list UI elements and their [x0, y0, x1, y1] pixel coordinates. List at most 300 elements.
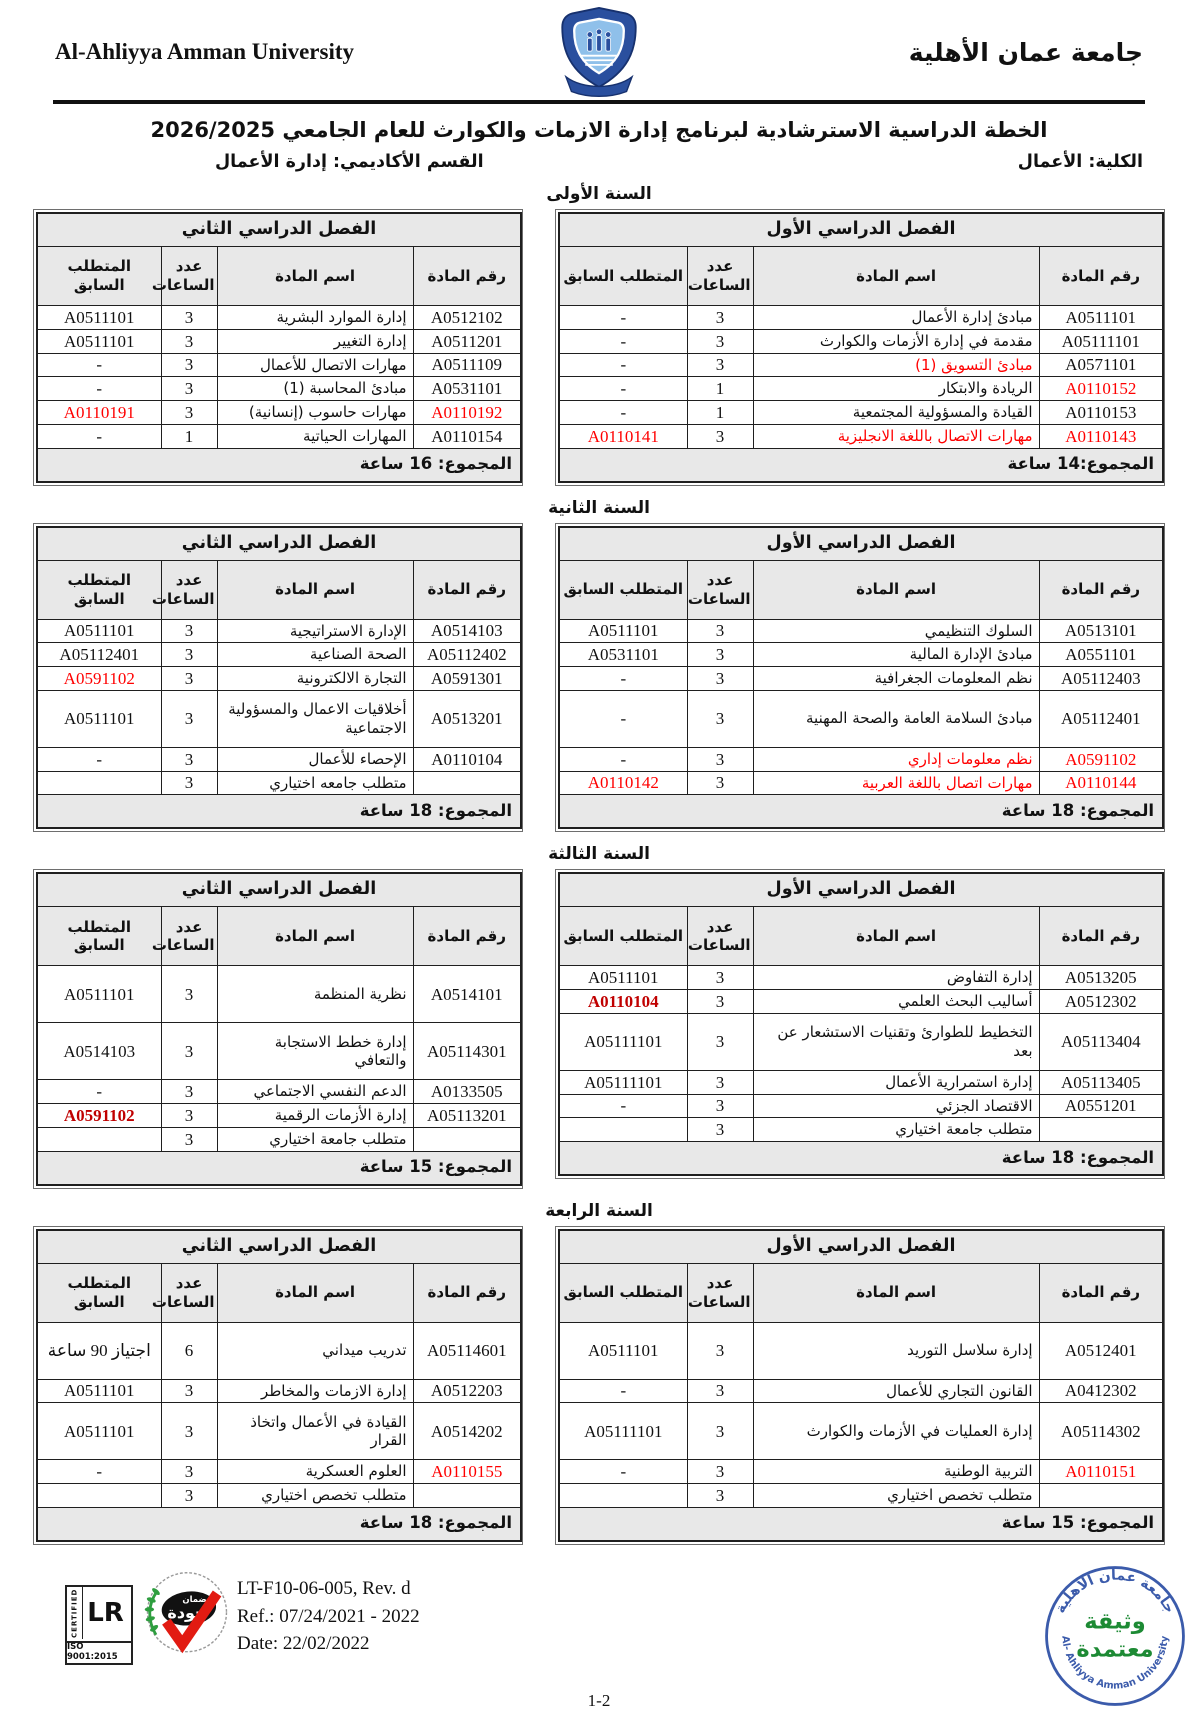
stamp-top-arc: جامعة عمان الأهلية [1052, 1567, 1178, 1617]
prereq-cell: A0514103 [37, 1023, 161, 1080]
header-divider [53, 100, 1145, 104]
col-header-code: رقم المادة [413, 247, 521, 306]
course-row [559, 1118, 1163, 1142]
hours-cell: 3 [687, 643, 753, 667]
prereq-cell: A0511101 [37, 619, 161, 643]
course-name-cell: الإحصاء للأعمال [217, 747, 413, 771]
doc-ref-line: Ref.: 07/24/2021 - 2022 [237, 1605, 420, 1627]
course-row [559, 966, 1163, 990]
semester-table-first [555, 1226, 1165, 1545]
quality-word-top: ضمان [182, 1593, 207, 1604]
hours-cell: 3 [161, 1379, 217, 1403]
course-code-cell: A0511201 [413, 329, 521, 353]
col-header-prereq: المتطلب السابق [559, 907, 687, 966]
course-name-cell: متطلب جامعه اختياري [217, 771, 413, 795]
prereq-cell: A05111101 [559, 1403, 687, 1460]
iso-standard-label: ISO 9001:2015 [67, 1641, 131, 1661]
course-name-cell: إدارة التغيير [217, 329, 413, 353]
col-header-name: اسم المادة [753, 907, 1039, 966]
hours-cell: 3 [687, 747, 753, 771]
semester-total: المجموع: 18 ساعة [37, 1507, 521, 1541]
course-name-cell: إدارة استمرارية الأعمال [753, 1070, 1039, 1094]
hours-cell: 3 [687, 306, 753, 330]
course-name-cell: متطلب جامعة اختياري [753, 1118, 1039, 1142]
hours-cell: 3 [687, 966, 753, 990]
col-header-prereq: المتطلب السابق [559, 560, 687, 619]
col-header-hours: عدد الساعات [161, 1263, 217, 1322]
semester-table-first [555, 869, 1165, 1179]
prereq-cell: - [37, 747, 161, 771]
semester-table-second [33, 209, 523, 486]
iso-certification-mark [65, 1585, 133, 1665]
course-name-cell: مهارات حاسوب (إنسانية) [217, 401, 413, 425]
hours-cell: 3 [687, 424, 753, 448]
hours-cell: 3 [687, 771, 753, 795]
course-row [559, 1460, 1163, 1484]
course-code-cell: A0511109 [413, 353, 521, 377]
hours-cell: 3 [161, 377, 217, 401]
col-header-code: رقم المادة [413, 560, 521, 619]
university-name-en: Al-Ahliyya Amman University [55, 39, 354, 64]
course-code-cell: A05112402 [413, 643, 521, 667]
col-header-code: رقم المادة [413, 907, 521, 966]
course-name-cell: إدارة العمليات في الأزمات والكوارث [753, 1403, 1039, 1460]
col-header-hours: عدد الساعات [161, 907, 217, 966]
course-name-cell: مقدمة في إدارة الأزمات والكوارث [753, 329, 1039, 353]
course-name-cell: إدارة الموارد البشرية [217, 306, 413, 330]
course-code-cell: A0514101 [413, 966, 521, 1023]
hours-cell: 3 [161, 1460, 217, 1484]
iso-certified-label: CERTIFIED [70, 1588, 79, 1638]
prereq-cell [37, 1127, 161, 1151]
course-name-cell: نظرية المنظمة [217, 966, 413, 1023]
course-code-cell: A0110153 [1039, 401, 1163, 425]
course-code-cell [413, 771, 521, 795]
hours-cell: 3 [687, 353, 753, 377]
hours-cell: 3 [687, 619, 753, 643]
course-code-cell: A0511101 [1039, 306, 1163, 330]
course-row [37, 329, 521, 353]
col-header-hours: عدد الساعات [687, 1263, 753, 1322]
prereq-cell: A05111101 [559, 1070, 687, 1094]
hours-cell: 3 [161, 353, 217, 377]
col-header-prereq: المتطلب السابق [37, 907, 161, 966]
semester-total: المجموع: 18 ساعة [37, 795, 521, 829]
prereq-cell: A05111101 [559, 1013, 687, 1070]
course-row [559, 747, 1163, 771]
doc-info [237, 1575, 420, 1658]
doc-ref-line: Date: 22/02/2022 [237, 1633, 370, 1655]
course-code-cell: A0110192 [413, 401, 521, 425]
course-row [37, 1023, 521, 1080]
course-name-cell: الدعم النفسي الاجتماعي [217, 1080, 413, 1104]
course-code-cell: A0512401 [1039, 1322, 1163, 1379]
course-code-cell: A05112401 [1039, 690, 1163, 747]
course-name-cell: مبادئ التسويق (1) [753, 353, 1039, 377]
course-row [559, 401, 1163, 425]
col-header-prereq: المتطلب السابق [559, 247, 687, 306]
hours-cell: 3 [161, 643, 217, 667]
hours-cell: 3 [161, 1403, 217, 1460]
course-name-cell: تدريب ميداني [217, 1322, 413, 1379]
prereq-cell: - [559, 377, 687, 401]
col-header-name: اسم المادة [217, 560, 413, 619]
college-label: الكلية: الأعمال [1017, 152, 1143, 172]
course-name-cell: الريادة والابتكار [753, 377, 1039, 401]
tables-row [0, 869, 1198, 1188]
course-name-cell: الاقتصاد الجزئي [753, 1094, 1039, 1118]
prereq-cell: A05112401 [37, 643, 161, 667]
prereq-cell [37, 1484, 161, 1508]
course-row [559, 690, 1163, 747]
prereq-cell: A0511101 [37, 306, 161, 330]
course-name-cell: الصحة الصناعية [217, 643, 413, 667]
tables-row [0, 1226, 1198, 1545]
course-code-cell: A0133505 [413, 1080, 521, 1104]
hours-cell: 3 [687, 1484, 753, 1508]
course-code-cell: A0110151 [1039, 1460, 1163, 1484]
semester-title: الفصل الدراسي الثاني [37, 873, 521, 907]
semester-total: المجموع: 15 ساعة [559, 1507, 1163, 1541]
course-row [559, 643, 1163, 667]
semester-total: المجموع: 18 ساعة [559, 795, 1163, 829]
prereq-cell: - [559, 690, 687, 747]
course-name-cell: متطلب جامعة اختياري [217, 1127, 413, 1151]
document-title: الخطة الدراسية الاسترشادية لبرنامج إدارة الازمات والكوارث للعام الجامعي 2026/2025 [150, 118, 1048, 142]
prereq-cell: A0531101 [559, 643, 687, 667]
col-header-code: رقم المادة [1039, 907, 1163, 966]
prereq-cell: A0511101 [559, 966, 687, 990]
prereq-cell: - [559, 1094, 687, 1118]
prereq-cell: - [559, 1460, 687, 1484]
semester-title: الفصل الدراسي الأول [559, 527, 1163, 561]
prereq-cell: A0511101 [559, 619, 687, 643]
course-row [37, 1460, 521, 1484]
course-name-cell: مبادئ إدارة الأعمال [753, 306, 1039, 330]
course-name-cell: التخطيط للطوارئ وتقنيات الاستشعار عن بعد [753, 1013, 1039, 1070]
semester-table-second [33, 1226, 523, 1545]
quality-seal-icon [140, 1569, 234, 1663]
course-row [559, 1094, 1163, 1118]
course-row [37, 1080, 521, 1104]
col-header-code: رقم المادة [413, 1263, 521, 1322]
course-code-cell: A0513101 [1039, 619, 1163, 643]
course-code-cell: A05112403 [1039, 667, 1163, 691]
course-name-cell: التربية الوطنية [753, 1460, 1039, 1484]
course-row [559, 1403, 1163, 1460]
col-header-name: اسم المادة [217, 1263, 413, 1322]
course-row [37, 1379, 521, 1403]
hours-cell: 3 [687, 1118, 753, 1142]
col-header-name: اسم المادة [753, 247, 1039, 306]
course-row [37, 643, 521, 667]
course-code-cell: A05114301 [413, 1023, 521, 1080]
course-code-cell: A0110104 [413, 747, 521, 771]
hours-cell: 3 [161, 329, 217, 353]
course-row [559, 771, 1163, 795]
course-code-cell: A0512102 [413, 306, 521, 330]
hours-cell: 3 [687, 1403, 753, 1460]
course-code-cell: A0513205 [1039, 966, 1163, 990]
doc-ref-line: LT-F10-06-005, Rev. d [237, 1578, 411, 1599]
course-row [37, 690, 521, 747]
course-name-cell: القيادة والمسؤولية المجتمعية [753, 401, 1039, 425]
course-code-cell: A0412302 [1039, 1379, 1163, 1403]
course-row [559, 329, 1163, 353]
course-name-cell: نظم معلومات إداري [753, 747, 1039, 771]
year-section-3 [0, 844, 1198, 1188]
tables-row [0, 209, 1198, 486]
year-section-2 [0, 498, 1198, 833]
course-row [559, 1322, 1163, 1379]
course-code-cell: A0551101 [1039, 643, 1163, 667]
course-code-cell: A0571101 [1039, 353, 1163, 377]
col-header-name: اسم المادة [217, 907, 413, 966]
prereq-cell: - [559, 667, 687, 691]
hours-cell: 3 [161, 667, 217, 691]
prereq-cell: - [37, 1460, 161, 1484]
stamp-center-line2: معتمدة [1076, 1636, 1154, 1663]
prereq-cell: - [37, 1080, 161, 1104]
course-name-cell: القانون التجاري للأعمال [753, 1379, 1039, 1403]
course-code-cell: A0514103 [413, 619, 521, 643]
semester-total: المجموع: 16 ساعة [37, 448, 521, 482]
prereq-cell: A0591102 [37, 667, 161, 691]
course-code-cell: A0513201 [413, 690, 521, 747]
quality-word-main: جودة [167, 1602, 207, 1622]
course-row [37, 747, 521, 771]
stamp-center-line1: وثيقة [1084, 1608, 1146, 1635]
course-name-cell: المهارات الحياتية [217, 424, 413, 448]
prereq-cell: - [37, 424, 161, 448]
course-name-cell: مهارات اتصال باللغة العربية [753, 771, 1039, 795]
hours-cell: 1 [161, 424, 217, 448]
course-code-cell: A05114601 [413, 1322, 521, 1379]
semester-total: المجموع: 15 ساعة [37, 1151, 521, 1185]
hours-cell: 1 [687, 377, 753, 401]
course-row [559, 1484, 1163, 1508]
prereq-cell: A0511101 [37, 966, 161, 1023]
col-header-prereq: المتطلب السابق [37, 1263, 161, 1322]
course-row [37, 771, 521, 795]
course-name-cell: مهارات الاتصال باللغة الانجليزية [753, 424, 1039, 448]
course-row [37, 1484, 521, 1508]
course-row [559, 1013, 1163, 1070]
course-row [559, 377, 1163, 401]
col-header-name: اسم المادة [753, 1263, 1039, 1322]
prereq-cell: - [559, 353, 687, 377]
semester-title: الفصل الدراسي الأول [559, 1230, 1163, 1264]
year-section-1 [0, 184, 1198, 486]
lr-logo-icon: LR [82, 1587, 128, 1639]
course-name-cell: متطلب تخصص اختياري [217, 1484, 413, 1508]
prereq-cell: A0511101 [37, 1403, 161, 1460]
hours-cell: 3 [687, 690, 753, 747]
hours-cell: 3 [161, 1023, 217, 1080]
course-code-cell: A0591301 [413, 667, 521, 691]
course-code-cell: A05113201 [413, 1104, 521, 1128]
semester-table-second [33, 869, 523, 1188]
course-code-cell [1039, 1118, 1163, 1142]
course-row [37, 401, 521, 425]
course-row [559, 1379, 1163, 1403]
semester-title: الفصل الدراسي الثاني [37, 527, 521, 561]
course-code-cell [1039, 1484, 1163, 1508]
course-name-cell: مبادئ المحاسبة (1) [217, 377, 413, 401]
semester-title: الفصل الدراسي الثاني [37, 213, 521, 247]
prereq-cell: A0110141 [559, 424, 687, 448]
course-row [37, 1322, 521, 1379]
course-name-cell: مبادئ الإدارة المالية [753, 643, 1039, 667]
prereq-cell [559, 1118, 687, 1142]
prereq-cell: - [37, 353, 161, 377]
course-row [37, 1104, 521, 1128]
course-row [559, 1070, 1163, 1094]
year-label: السنة الثالثة [548, 844, 650, 865]
course-row [559, 353, 1163, 377]
prereq-cell: A0511101 [559, 1322, 687, 1379]
quality-assurance-mark [140, 1569, 234, 1668]
col-header-code: رقم المادة [1039, 1263, 1163, 1322]
course-row [37, 353, 521, 377]
course-code-cell: A0110143 [1039, 424, 1163, 448]
prereq-cell: - [559, 329, 687, 353]
hours-cell: 3 [687, 1460, 753, 1484]
semester-table-first [555, 523, 1165, 833]
hours-cell: 3 [161, 747, 217, 771]
hours-cell: 3 [161, 1104, 217, 1128]
page-number: 1-2 [587, 1691, 611, 1710]
prereq-cell: A0511101 [37, 690, 161, 747]
course-code-cell: A0514202 [413, 1403, 521, 1460]
col-header-hours: عدد الساعات [687, 907, 753, 966]
hours-cell: 3 [687, 1322, 753, 1379]
col-header-code: رقم المادة [1039, 247, 1163, 306]
shield-logo-icon [553, 7, 645, 97]
hours-cell: 3 [687, 990, 753, 1014]
course-code-cell: A0551201 [1039, 1094, 1163, 1118]
course-code-cell: A0110155 [413, 1460, 521, 1484]
course-name-cell: مهارات الاتصال للأعمال [217, 353, 413, 377]
prereq-cell: - [37, 377, 161, 401]
hours-cell: 3 [161, 1080, 217, 1104]
hours-cell: 3 [161, 1484, 217, 1508]
hours-cell: 3 [161, 619, 217, 643]
university-shield-logo-icon [549, 7, 649, 97]
course-code-cell: A05113405 [1039, 1070, 1163, 1094]
course-name-cell: متطلب تخصص اختياري [753, 1484, 1039, 1508]
course-code-cell: A0512302 [1039, 990, 1163, 1014]
course-row [37, 966, 521, 1023]
year-label: السنة الثانية [548, 497, 650, 518]
col-header-prereq: المتطلب السابق [37, 560, 161, 619]
course-code-cell: A05114302 [1039, 1403, 1163, 1460]
semester-table-second [33, 523, 523, 833]
course-name-cell: إدارة التفاوض [753, 966, 1039, 990]
prereq-cell: A0110104 [559, 990, 687, 1014]
approval-stamp-icon [1040, 1561, 1190, 1711]
course-code-cell: A0110152 [1039, 377, 1163, 401]
semester-title: الفصل الدراسي الثاني [37, 1230, 521, 1264]
hours-cell: 3 [161, 690, 217, 747]
hours-cell: 3 [687, 1379, 753, 1403]
course-code-cell: A05113404 [1039, 1013, 1163, 1070]
col-header-prereq: المتطلب السابق [559, 1263, 687, 1322]
prereq-cell: - [559, 747, 687, 771]
course-code-cell [413, 1484, 521, 1508]
course-row [559, 667, 1163, 691]
semester-title: الفصل الدراسي الأول [559, 873, 1163, 907]
hours-cell: 1 [687, 401, 753, 425]
course-code-cell: A0512203 [413, 1379, 521, 1403]
hours-cell: 3 [161, 966, 217, 1023]
course-name-cell: القيادة في الأعمال واتخاذ القرار [217, 1403, 413, 1460]
course-name-cell: إدارة الأزمات الرقمية [217, 1104, 413, 1128]
course-name-cell: إدارة سلاسل التوريد [753, 1322, 1039, 1379]
year-label: السنة الرابعة [545, 1200, 653, 1221]
course-row [37, 1403, 521, 1460]
col-header-name: اسم المادة [217, 247, 413, 306]
course-name-cell: نظم المعلومات الجغرافية [753, 667, 1039, 691]
prereq-cell [37, 771, 161, 795]
university-name-ar: جامعة عمان الأهلية [908, 37, 1143, 67]
college-department-row [0, 142, 1198, 172]
col-header-hours: عدد الساعات [161, 560, 217, 619]
semester-total: المجموع: 18 ساعة [559, 1142, 1163, 1176]
course-row [559, 424, 1163, 448]
course-name-cell: مبادئ السلامة العامة والصحة المهنية [753, 690, 1039, 747]
hours-cell: 3 [161, 771, 217, 795]
course-name-cell: إدارة خطط الاستجابة والتعافي [217, 1023, 413, 1080]
hours-cell: 3 [687, 1070, 753, 1094]
course-code-cell: A0110144 [1039, 771, 1163, 795]
hours-cell: 3 [161, 306, 217, 330]
course-code-cell: A0591102 [1039, 747, 1163, 771]
course-row [37, 1127, 521, 1151]
course-name-cell: الإدارة الاستراتيجية [217, 619, 413, 643]
prereq-cell: اجتياز 90 ساعة [37, 1322, 161, 1379]
col-header-hours: عدد الساعات [687, 560, 753, 619]
year-section-4 [0, 1201, 1198, 1545]
course-row [37, 667, 521, 691]
col-header-code: رقم المادة [1039, 560, 1163, 619]
semester-title: الفصل الدراسي الأول [559, 213, 1163, 247]
hours-cell: 3 [687, 1013, 753, 1070]
hours-cell: 3 [687, 1094, 753, 1118]
hours-cell: 3 [687, 329, 753, 353]
prereq-cell: A0511101 [37, 329, 161, 353]
semester-table-first [555, 209, 1165, 486]
semester-total: المجموع:14 ساعة [559, 448, 1163, 482]
department-label: القسم الأكاديمي: إدارة الأعمال [215, 152, 484, 172]
col-header-name: اسم المادة [753, 560, 1039, 619]
prereq-cell: A0110191 [37, 401, 161, 425]
hours-cell: 3 [161, 1127, 217, 1151]
col-header-prereq: المتطلب السابق [37, 247, 161, 306]
prereq-cell: A0110142 [559, 771, 687, 795]
prereq-cell: - [559, 401, 687, 425]
hours-cell: 3 [687, 667, 753, 691]
page-header [0, 0, 1198, 98]
prereq-cell: - [559, 306, 687, 330]
course-row [37, 619, 521, 643]
year-label: السنة الأولى [546, 184, 652, 204]
stamp-bottom-arc: Al- Ahliyya Amman University [1059, 1635, 1171, 1692]
course-name-cell: أساليب البحث العلمي [753, 990, 1039, 1014]
tables-row [0, 523, 1198, 833]
course-code-cell: A0531101 [413, 377, 521, 401]
prereq-cell: A0511101 [37, 1379, 161, 1403]
